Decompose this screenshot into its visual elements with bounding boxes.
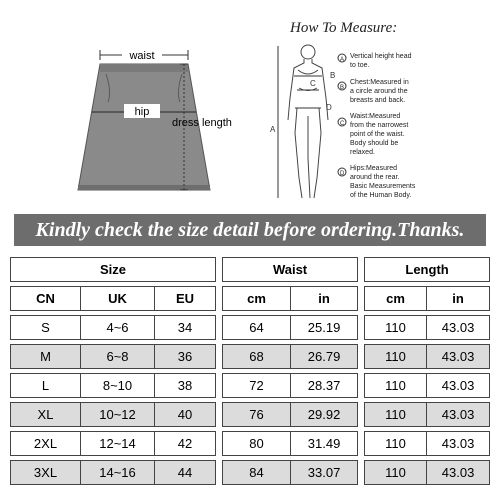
- cell-waist-cm: 72: [222, 373, 290, 398]
- cell-length-cm: 110: [364, 373, 426, 398]
- figure-letter-d: D: [326, 103, 332, 112]
- table-row: [10, 373, 490, 398]
- cell-waist-in: 25.19: [290, 315, 358, 340]
- column-header-waist-in: in: [290, 286, 358, 311]
- cell-cn: XL: [10, 402, 80, 427]
- cell-eu: 34: [154, 315, 216, 340]
- cell-eu: 38: [154, 373, 216, 398]
- human-body-icon: [288, 45, 328, 198]
- cell-cn: L: [10, 373, 80, 398]
- size-table-body: [10, 315, 490, 485]
- group-header-size: Size: [10, 257, 216, 282]
- column-header-cn: CN: [10, 286, 80, 311]
- cell-cn: S: [10, 315, 80, 340]
- item-d-line-1: Hips:Measured: [350, 165, 398, 172]
- length-label: dress length: [172, 117, 232, 129]
- item-b-line-3: breasts and back.: [350, 97, 406, 104]
- item-d-line-2: around the rear.: [350, 174, 400, 181]
- item-a-line-1: Vertical height head: [350, 53, 412, 60]
- cell-waist-cm: 64: [222, 315, 290, 340]
- item-c-line-1: Waist:Measured: [350, 113, 401, 120]
- table-row: [10, 344, 490, 369]
- table-row: [10, 460, 490, 485]
- item-b-line-1: Chest:Measured in: [350, 79, 409, 86]
- cell-waist-in: 33.07: [290, 460, 358, 485]
- cell-eu: 40: [154, 402, 216, 427]
- skirt-diagram: [60, 40, 260, 210]
- item-d-line-3: Basic Measurements: [350, 183, 416, 190]
- item-b-line-2: a circle around the: [350, 88, 408, 95]
- cell-waist-in: 29.92: [290, 402, 358, 427]
- cell-length-in: 43.03: [426, 431, 490, 456]
- cell-uk: 12~14: [80, 431, 154, 456]
- table-row: [10, 315, 490, 340]
- item-c-line-4: Body should be: [350, 140, 399, 147]
- cell-length-in: 43.03: [426, 402, 490, 427]
- column-header-length-cm: cm: [364, 286, 426, 311]
- group-header-length: Length: [364, 257, 490, 282]
- group-header-row: [10, 257, 490, 282]
- cell-length-in: 43.03: [426, 373, 490, 398]
- cell-waist-in: 28.37: [290, 373, 358, 398]
- item-b-letter: B.: [340, 85, 346, 91]
- cell-waist-cm: 84: [222, 460, 290, 485]
- body-figure-diagram: [268, 38, 498, 208]
- item-c-line-3: point of the waist.: [350, 131, 405, 138]
- item-c-line-2: from the narrowest: [350, 122, 409, 129]
- how-to-measure-panel: [268, 8, 498, 208]
- table-row: [10, 402, 490, 427]
- cell-length-cm: 110: [364, 460, 426, 485]
- cell-uk: 6~8: [80, 344, 154, 369]
- cell-length-cm: 110: [364, 402, 426, 427]
- table-row: [10, 431, 490, 456]
- item-c-line-5: relaxed.: [350, 149, 375, 156]
- size-check-banner: Kindly check the size detail before ordering.Thanks.: [14, 214, 486, 246]
- item-a-letter: A.: [340, 57, 346, 63]
- cell-uk: 14~16: [80, 460, 154, 485]
- cell-length-in: 43.03: [426, 315, 490, 340]
- cell-eu: 36: [154, 344, 216, 369]
- cell-uk: 10~12: [80, 402, 154, 427]
- column-header-waist-cm: cm: [222, 286, 290, 311]
- cell-length-in: 43.03: [426, 344, 490, 369]
- cell-waist-cm: 76: [222, 402, 290, 427]
- cell-eu: 44: [154, 460, 216, 485]
- item-c-letter: C.: [340, 121, 346, 127]
- skirt-waistband: [100, 64, 188, 72]
- column-header-length-in: in: [426, 286, 490, 311]
- cell-eu: 42: [154, 431, 216, 456]
- waist-label: waist: [129, 50, 155, 62]
- column-header-uk: UK: [80, 286, 154, 311]
- figure-letter-c: C: [310, 79, 316, 88]
- cell-length-cm: 110: [364, 344, 426, 369]
- cell-uk: 4~6: [80, 315, 154, 340]
- column-header-eu: EU: [154, 286, 216, 311]
- size-chart-table: [10, 253, 490, 489]
- cell-cn: 3XL: [10, 460, 80, 485]
- figure-letter-a: A: [270, 125, 276, 134]
- cell-cn: M: [10, 344, 80, 369]
- cell-waist-in: 26.79: [290, 344, 358, 369]
- cell-length-cm: 110: [364, 431, 426, 456]
- cell-waist-cm: 80: [222, 431, 290, 456]
- how-to-measure-title: How To Measure:: [290, 20, 398, 36]
- item-d-line-4: of the Human Body.: [350, 192, 412, 199]
- group-header-waist: Waist: [222, 257, 358, 282]
- cell-length-cm: 110: [364, 315, 426, 340]
- item-d-letter: D.: [340, 171, 346, 177]
- figure-letter-b: B: [330, 71, 336, 80]
- cell-waist-in: 31.49: [290, 431, 358, 456]
- cell-uk: 8~10: [80, 373, 154, 398]
- hip-label: hip: [134, 106, 150, 118]
- item-a-line-2: to toe.: [350, 62, 370, 69]
- column-header-row: [10, 286, 490, 311]
- cell-length-in: 43.03: [426, 460, 490, 485]
- cell-cn: 2XL: [10, 431, 80, 456]
- cell-waist-cm: 68: [222, 344, 290, 369]
